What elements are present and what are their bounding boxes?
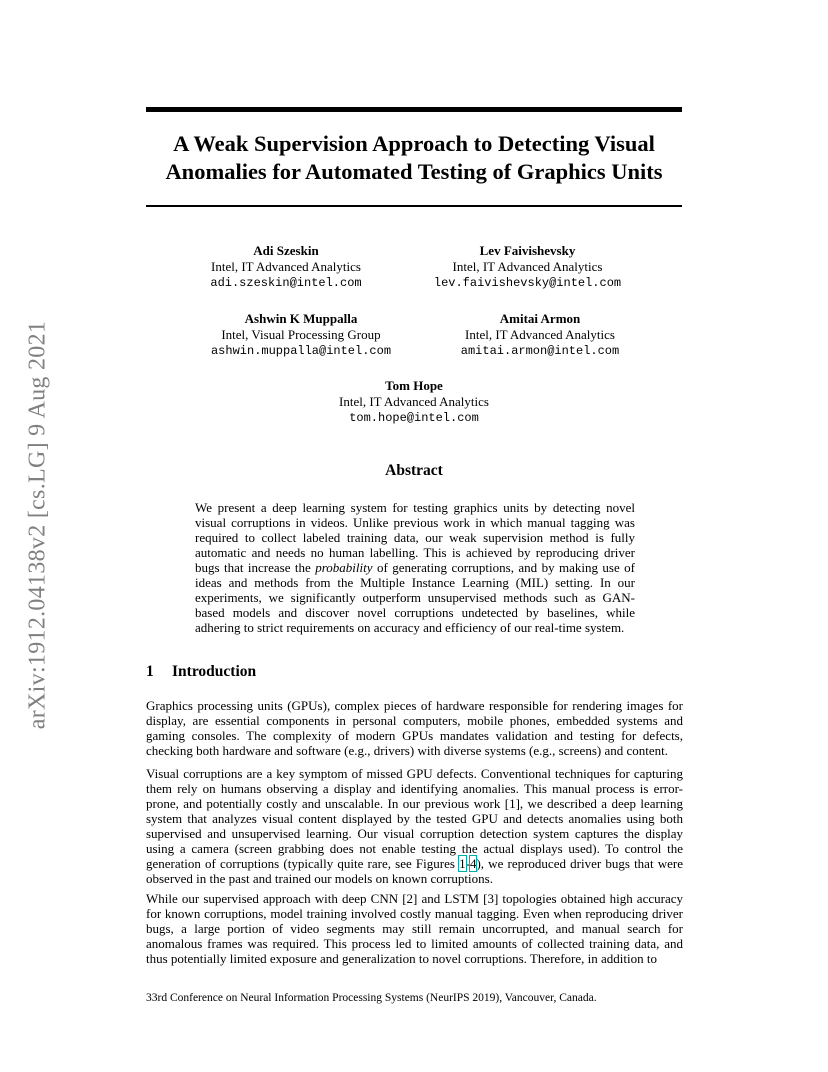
- paragraph-text: ), we reproduced driver bugs that were observed in the past and trained our models on known corruptions.: [146, 856, 683, 886]
- author-block-1: [196, 243, 376, 291]
- paragraph-text: Visual corruptions are a key symptom of missed GPU defects. Conventional techniques for capturing them rely on humans observing a display and identifying anomalies. This manual process is error-prone, and potentially costly and unscalable. In our previous work [1], we described a deep learning system that analyzes visual content displayed by the tested GPU and detects anomalies using both supervised and unsupervised learning. Our visual corruption detection system captures the display using a camera (screen grabbing does not enable testing the actual displays used). To control the generation of corruptions (typically quite rare, see Figures: [146, 766, 683, 871]
- author-block-2: [420, 243, 635, 291]
- author-affiliation: Intel, IT Advanced Analytics: [465, 327, 615, 342]
- abstract-text-part-1: We present a deep learning system for testing graphics units by detecting novel visual corruptions in videos. Unlike previous work in which manual tagging was required to collect labeled training data, our weak supervision method is fully automatic and needs no human labelling. This is achieved by reproducing driver bugs that increase the: [195, 500, 635, 575]
- abstract-body: [195, 500, 635, 635]
- author-name: Adi Szeskin: [253, 243, 319, 258]
- conference-footnote: 33rd Conference on Neural Information Processing Systems (NeurIPS 2019), Vancouver, Canada.: [146, 992, 597, 1004]
- title-line-2: Anomalies for Automated Testing of Graphics Units: [165, 159, 663, 184]
- arxiv-stamp: [18, 290, 58, 760]
- author-email[interactable]: tom.hope@intel.com: [349, 411, 479, 425]
- author-email[interactable]: lev.faivishevsky@intel.com: [433, 276, 622, 290]
- figure-link[interactable]: 4: [469, 856, 477, 871]
- figure-link[interactable]: 1: [459, 856, 466, 871]
- author-affiliation: Intel, IT Advanced Analytics: [339, 394, 489, 409]
- intro-paragraph-1: Graphics processing units (GPUs), complex pieces of hardware responsible for rendering images for display, are essential components in personal computers, mobile phones, embedded systems and gaming consoles. The complexity of modern GPUs mandates validation and testing for defects, checking both hardware and software (e.g., drivers) with diverse systems (e.g., screens) and content.: [146, 698, 683, 758]
- section-number: 1: [146, 663, 154, 680]
- author-name: Tom Hope: [385, 378, 443, 393]
- paper-title: [146, 130, 682, 186]
- author-block-3: [196, 311, 406, 359]
- section-heading: [146, 663, 256, 681]
- author-email[interactable]: ashwin.muppalla@intel.com: [210, 344, 392, 358]
- abstract-emphasis: probability: [315, 560, 373, 575]
- range-separator: -: [465, 856, 470, 871]
- author-email[interactable]: amitai.armon@intel.com: [460, 344, 620, 358]
- author-block-4: [440, 311, 640, 359]
- author-email[interactable]: adi.szeskin@intel.com: [210, 276, 362, 290]
- author-name: Amitai Armon: [499, 311, 581, 326]
- author-affiliation: Intel, IT Advanced Analytics: [211, 259, 361, 274]
- author-name: Lev Faivishevsky: [479, 243, 576, 258]
- author-affiliation: Intel, IT Advanced Analytics: [452, 259, 603, 274]
- title-rule-top: [146, 107, 682, 112]
- title-line-1: A Weak Supervision Approach to Detecting Visual: [173, 131, 655, 156]
- abstract-heading: Abstract: [385, 462, 443, 479]
- intro-paragraph-3: While our supervised approach with deep CNN [2] and LSTM [3] topologies obtained high accuracy for known corruptions, model training involved costly manual tagging. Even when reproducing driver bugs, a large portion of video segments may still remain uncorrupted, and manual search for anomalous frames was required. This process led to limited amounts of collected training data, and thus potentially limited exposure and generalization to novel corruptions. Therefore, in addition to: [146, 891, 683, 966]
- title-rule-bottom: [146, 205, 682, 207]
- author-name: Ashwin K Muppalla: [244, 311, 358, 326]
- author-affiliation: Intel, Visual Processing Group: [221, 327, 381, 342]
- intro-paragraph-2: [146, 766, 683, 886]
- arxiv-stamp-text: arXiv:1912.04138v2 [cs.LG] 9 Aug 2021: [24, 320, 51, 730]
- author-block-5: [314, 378, 514, 426]
- abstract-text-part-2: of generating corruptions, and by making use of ideas and methods from the Multiple Instance Learning (MIL) setting. In our experiments, we significantly outperform unsupervised methods such as GAN-based models and discover novel corruptions undetected by baselines, while adhering to strict requirements on accuracy and efficiency of our real-time system.: [195, 560, 635, 635]
- section-title: Introduction: [172, 663, 257, 680]
